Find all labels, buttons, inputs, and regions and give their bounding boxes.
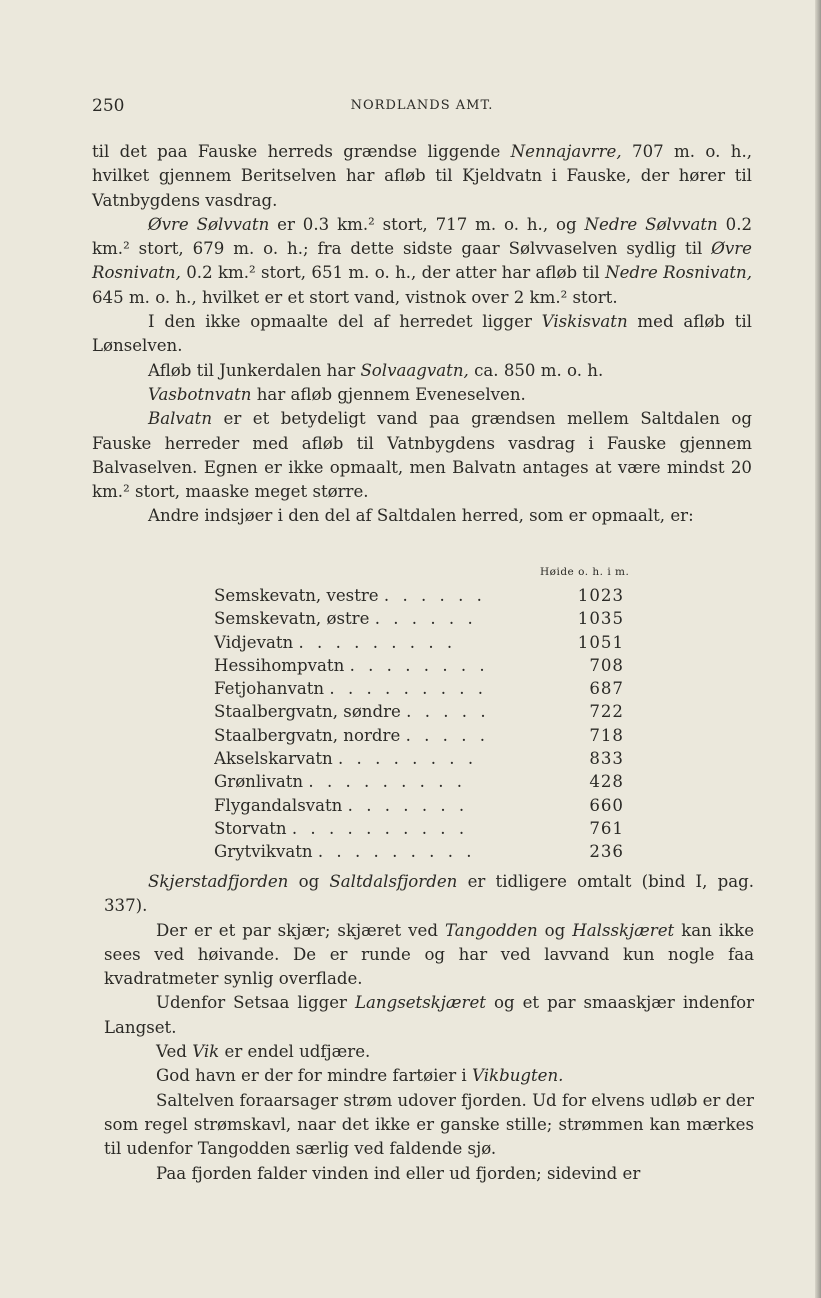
lake-height: 1051 [577, 632, 624, 652]
lake-name: Grønlivatn . . . . . . . . . [214, 772, 467, 792]
leader-dots: . . . . . . [374, 609, 477, 629]
leader-dots: . . . . . [405, 725, 490, 745]
paragraph-12: God havn er der for mindre fartøier i Vikbugten. [156, 1066, 564, 1086]
table-row [214, 677, 624, 700]
lake-height: 833 [589, 749, 624, 769]
paragraph-8: Skjerstadfjorden og Saltdalsfjorden er tidligere omtalt (bind I, pag. 337). [104, 872, 754, 916]
paragraph-11: Ved Vik er endel udfjære. [156, 1042, 371, 1062]
leader-dots: . . . . . . . . . [329, 679, 488, 699]
lake-name: Storvatn . . . . . . . . . . [214, 818, 469, 838]
lake-height: 428 [589, 772, 624, 792]
lake-height: 722 [589, 702, 624, 722]
lake-height: 1023 [577, 586, 624, 605]
lake-height: 687 [589, 679, 624, 699]
table-row [214, 724, 624, 747]
page-number: 250 [92, 96, 125, 116]
paragraph-1: til det paa Fauske herreds grændse liggende Nennajavrre, 707 m. o. h., hvilket gjennem Beritselven har afløb til Kjeldvatn i Fauske, der hører til Vatnbygdens vasdrag. [92, 142, 752, 210]
paragraph-3: I den ikke opmaalte del af herredet ligger Viskisvatn med afløb til Lønselven. [92, 312, 752, 356]
lake-height: 236 [589, 842, 624, 862]
paragraph-14: Paa fjorden falder vinden ind eller ud fjorden; sidevind er [156, 1163, 641, 1183]
paragraph-6: Balvatn er et betydeligt vand paa grændsen mellem Saltdalen og Fauske herreder med afløb til Vatnbygdens vasdrag i Fauske gjennem Balvaselven. Egnen er ikke opmaalt, men Balvatn antages at være mindst 20 km.² stort, maaske meget større. [92, 409, 752, 502]
page-header [92, 96, 752, 120]
lake-height: 708 [589, 655, 624, 675]
leader-dots: . . . . . . . . . [317, 842, 476, 862]
table-row [214, 770, 624, 793]
table-row [214, 584, 624, 607]
paragraph-7: Andre indsjøer i den del af Saltdalen herred, som er opmaalt, er: [148, 506, 694, 526]
leader-dots: . . . . . . . . [349, 655, 489, 675]
table-row [214, 817, 624, 840]
body-text-top [92, 140, 752, 529]
leader-dots: . . . . . . . . . [298, 632, 457, 652]
table-header: Høide o. h. i m. [540, 566, 630, 578]
table-row [214, 794, 624, 817]
body-text-bottom [104, 870, 754, 1186]
lake-name: Fetjohanvatn . . . . . . . . . [214, 679, 488, 699]
table-row [214, 747, 624, 770]
lake-name: Flygandalsvatn . . . . . . . [214, 795, 469, 815]
leader-dots: . . . . . . [383, 586, 486, 605]
lake-name: Semskevatn, vestre . . . . . . [214, 586, 486, 605]
running-title: NORDLANDS AMT. [350, 98, 494, 113]
table-row [214, 840, 624, 863]
paragraph-5: Vasbotnvatn har afløb gjennem Eveneselven. [148, 384, 526, 404]
page-edge [815, 0, 821, 1298]
leader-dots: . . . . . . . . [337, 749, 478, 769]
paragraph-2: Øvre Sølvvatn er 0.3 km.² stort, 717 m. o. h., og Nedre Sølvvatn 0.2 km.² stort, 679 m. o. h.; fra dette sidste gaar Sølvvaselven sydlig til Øvre Rosnivatn, 0.2 km.² stort, 651 m. o. h., der atter har afløb til Nedre Rosnivatn, 645 m. o. h., hvilket er et stort vand, vistnok over 2 km.² stort. [92, 214, 753, 307]
lake-name: Akselskarvatn . . . . . . . . [214, 749, 478, 769]
lake-name: Staalbergvatn, nordre . . . . . [214, 725, 490, 745]
lake-name: Hessihompvatn . . . . . . . . [214, 655, 489, 675]
table-row [214, 654, 624, 677]
paragraph-4: Afløb til Junkerdalen har Solvaagvatn, ca. 850 m. o. h. [148, 360, 604, 380]
leader-dots: . . . . . . . . . [308, 772, 467, 792]
lake-height: 660 [589, 795, 624, 815]
paragraph-9: Der er et par skjær; skjæret ved Tangodden og Halsskjæret kan ikke sees ved høivande. De er runde og har ved lavvand kun nogle faa kvadratmeter synlig overflade. [104, 920, 755, 989]
table-row [214, 700, 624, 723]
lake-name: Vidjevatn . . . . . . . . . [214, 632, 457, 652]
lake-height: 1035 [577, 609, 624, 629]
leader-dots: . . . . . . . . . . [291, 818, 469, 838]
lake-height: 718 [589, 725, 624, 745]
leader-dots: . . . . . [406, 702, 490, 722]
paragraph-10: Udenfor Setsaa ligger Langsetskjæret og et par smaaskjær indenfor Langset. [104, 993, 755, 1037]
lake-name: Staalbergvatn, søndre . . . . . [214, 702, 490, 722]
lake-name: Semskevatn, østre . . . . . . [214, 609, 477, 629]
paragraph-13: Saltelven foraarsager strøm udover fjorden. Ud for elvens udløb er der som regel strømskavl, naar det ikke er ganske stille; strømmen kan mærkes til udenfor Tangodden særlig ved faldende sjø. [104, 1090, 754, 1159]
table-row [214, 631, 624, 654]
lakes-table [214, 584, 624, 864]
leader-dots: . . . . . . . [347, 795, 469, 815]
table-row [214, 607, 624, 630]
lake-height: 761 [589, 818, 624, 838]
lake-name: Grytvikvatn . . . . . . . . . [214, 842, 476, 862]
